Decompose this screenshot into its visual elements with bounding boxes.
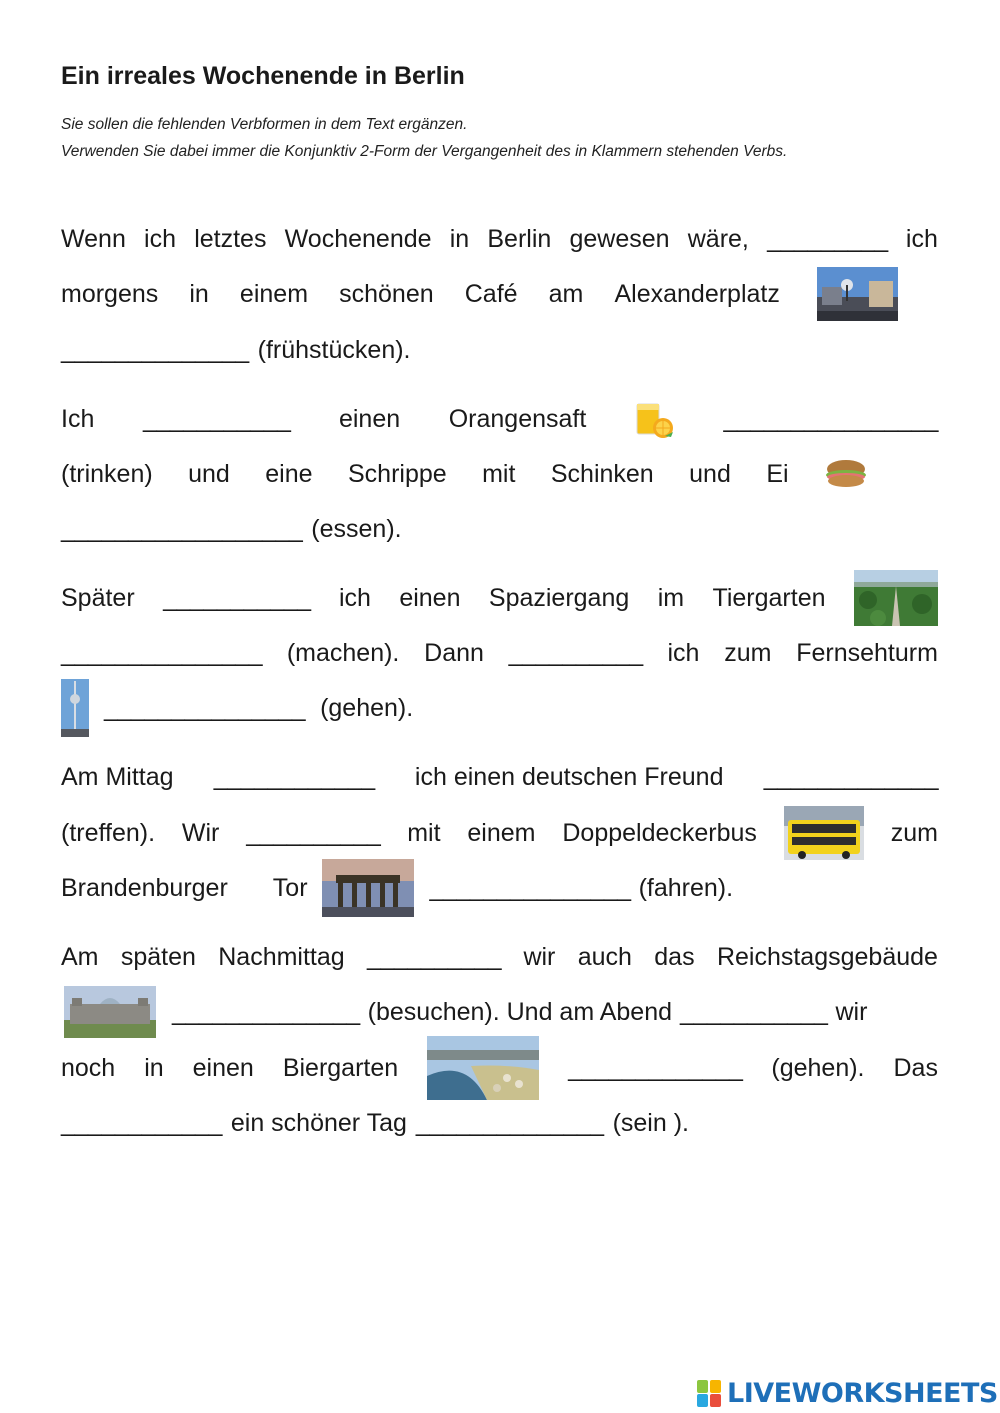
answer-blank[interactable]: _____________ bbox=[568, 1053, 743, 1082]
p1-line-2 bbox=[61, 274, 938, 314]
p1-line-1 bbox=[61, 219, 938, 259]
answer-blank[interactable]: _______________ bbox=[104, 693, 306, 722]
word: Am bbox=[61, 942, 99, 971]
word: mit bbox=[407, 818, 441, 847]
word: Schrippe bbox=[347, 459, 447, 488]
word: Das bbox=[893, 1053, 938, 1082]
word: Spaziergang bbox=[488, 583, 630, 612]
answer-blank[interactable]: __________ bbox=[367, 942, 502, 971]
answer-blank[interactable]: _________ bbox=[767, 224, 888, 253]
alexanderplatz-image bbox=[817, 267, 898, 321]
verb-hint: (essen). bbox=[311, 514, 402, 543]
answer-blank[interactable]: __________ bbox=[508, 638, 643, 667]
word: wir bbox=[523, 942, 556, 971]
answer-blank[interactable]: ______________ bbox=[61, 335, 249, 364]
word: Am Mittag bbox=[61, 762, 174, 791]
word: in bbox=[449, 224, 470, 253]
word: wir bbox=[835, 997, 868, 1026]
word: noch bbox=[61, 1053, 116, 1082]
word: Nachmittag bbox=[218, 942, 345, 971]
instruction-line-2: Verwenden Sie dabei immer die Konjunktiv 2-Form der Vergangenheit des in Klammern stehenden Verbs. bbox=[61, 143, 788, 160]
word: späten bbox=[120, 942, 196, 971]
word: in bbox=[144, 1053, 164, 1082]
orange-juice-image bbox=[635, 400, 675, 438]
word: ich bbox=[905, 224, 938, 253]
word: zum bbox=[890, 818, 938, 847]
schrippe-image bbox=[824, 456, 868, 492]
word: einen bbox=[338, 404, 401, 433]
word: gewesen bbox=[569, 224, 670, 253]
word: wäre, bbox=[687, 224, 749, 253]
brandenburger-tor-image bbox=[322, 859, 414, 917]
word: Wenn bbox=[61, 224, 126, 253]
liveworksheets-logo-icon bbox=[697, 1378, 723, 1408]
word: ich bbox=[338, 583, 371, 612]
word: (trinken) bbox=[61, 459, 153, 488]
word: einem bbox=[239, 279, 309, 308]
verb-hint: (machen). bbox=[286, 638, 400, 667]
word: ich bbox=[144, 224, 177, 253]
answer-blank[interactable]: __________ bbox=[246, 818, 381, 847]
answer-blank[interactable]: ________________ bbox=[723, 404, 938, 433]
word: Berlin bbox=[487, 224, 552, 253]
biergarten-image bbox=[427, 1036, 539, 1100]
liveworksheets-logo bbox=[697, 1376, 998, 1410]
word: letztes bbox=[194, 224, 267, 253]
word: morgens bbox=[61, 279, 159, 308]
word: Café bbox=[464, 279, 518, 308]
answer-blank[interactable]: ______________ bbox=[172, 997, 360, 1026]
answer-blank[interactable]: ___________ bbox=[680, 997, 828, 1026]
p5-line-1 bbox=[61, 937, 938, 977]
answer-blank[interactable]: ___________ bbox=[163, 583, 311, 612]
liveworksheets-logo-text: LIVEWORKSHEETS bbox=[727, 1377, 998, 1409]
answer-blank[interactable]: ___________ bbox=[142, 404, 291, 433]
word: eine bbox=[265, 459, 313, 488]
word: auch bbox=[577, 942, 632, 971]
word: einem bbox=[467, 818, 536, 847]
worksheet-title: Ein irreales Wochenende in Berlin bbox=[61, 62, 465, 90]
answer-blank[interactable]: _____________ bbox=[763, 762, 938, 791]
reichstag-image bbox=[64, 986, 156, 1038]
answer-blank[interactable]: ______________ bbox=[415, 1108, 604, 1137]
p5-line-4 bbox=[61, 1103, 938, 1143]
word: Tiergarten bbox=[712, 583, 826, 612]
word: in bbox=[189, 279, 209, 308]
p3-line-1 bbox=[61, 578, 938, 618]
word: Alexanderplatz bbox=[614, 279, 780, 308]
word: am bbox=[548, 279, 584, 308]
word: Dann bbox=[424, 638, 484, 667]
word: und bbox=[689, 459, 731, 488]
answer-blank[interactable]: ____________ bbox=[61, 1108, 222, 1137]
word: Brandenburger bbox=[61, 873, 228, 902]
word: Tor bbox=[272, 873, 308, 902]
word: ich einen deutschen Freund bbox=[414, 762, 724, 791]
p2-line-3 bbox=[61, 509, 938, 549]
verb-hint: (frühstücken). bbox=[257, 335, 411, 364]
verb-hint: (besuchen). Und am Abend bbox=[367, 997, 673, 1026]
doppeldeckerbus-image bbox=[784, 806, 864, 860]
word: Doppeldeckerbus bbox=[562, 818, 757, 847]
word: ich bbox=[667, 638, 700, 667]
answer-blank[interactable]: __________________ bbox=[61, 514, 303, 543]
p4-line-3 bbox=[61, 868, 938, 908]
p3-line-3 bbox=[61, 688, 938, 728]
verb-hint: (gehen). bbox=[320, 693, 414, 722]
verb-hint: (treffen). bbox=[61, 818, 156, 847]
word: Fernsehturm bbox=[796, 638, 938, 667]
p1-line-3 bbox=[61, 330, 938, 370]
word: Wochenende bbox=[284, 224, 432, 253]
instruction-line-1: Sie sollen die fehlenden Verbformen in dem Text ergänzen. bbox=[61, 116, 468, 133]
verb-hint: (sein ). bbox=[612, 1108, 689, 1137]
word: mit bbox=[482, 459, 516, 488]
word: Später bbox=[61, 583, 135, 612]
p3-line-2 bbox=[61, 633, 938, 673]
answer-blank[interactable]: _______________ bbox=[429, 873, 631, 902]
word: zum bbox=[724, 638, 772, 667]
p5-line-2 bbox=[61, 992, 938, 1032]
word: Schinken bbox=[550, 459, 654, 488]
word: Reichstagsgebäude bbox=[716, 942, 938, 971]
word: schönen bbox=[339, 279, 434, 308]
answer-blank[interactable]: ____________ bbox=[213, 762, 375, 791]
verb-hint: (gehen). bbox=[771, 1053, 865, 1082]
word: Ei bbox=[766, 459, 789, 488]
p2-line-2 bbox=[61, 454, 938, 494]
fernsehturm-image bbox=[61, 679, 89, 737]
word: ein schöner Tag bbox=[230, 1108, 407, 1137]
word: einen bbox=[399, 583, 461, 612]
word: und bbox=[188, 459, 230, 488]
word: im bbox=[657, 583, 685, 612]
word: das bbox=[654, 942, 695, 971]
tiergarten-image bbox=[854, 570, 938, 626]
p2-line-1 bbox=[61, 399, 938, 439]
p5-line-3 bbox=[61, 1048, 938, 1088]
answer-blank[interactable]: _______________ bbox=[61, 638, 263, 667]
word: Biergarten bbox=[282, 1053, 399, 1082]
word: Orangensaft bbox=[448, 404, 587, 433]
word: Wir bbox=[181, 818, 220, 847]
p4-line-1 bbox=[61, 757, 938, 797]
p4-line-2 bbox=[61, 813, 938, 853]
verb-hint: (fahren). bbox=[638, 873, 734, 902]
word: einen bbox=[192, 1053, 254, 1082]
word: Ich bbox=[61, 404, 95, 433]
